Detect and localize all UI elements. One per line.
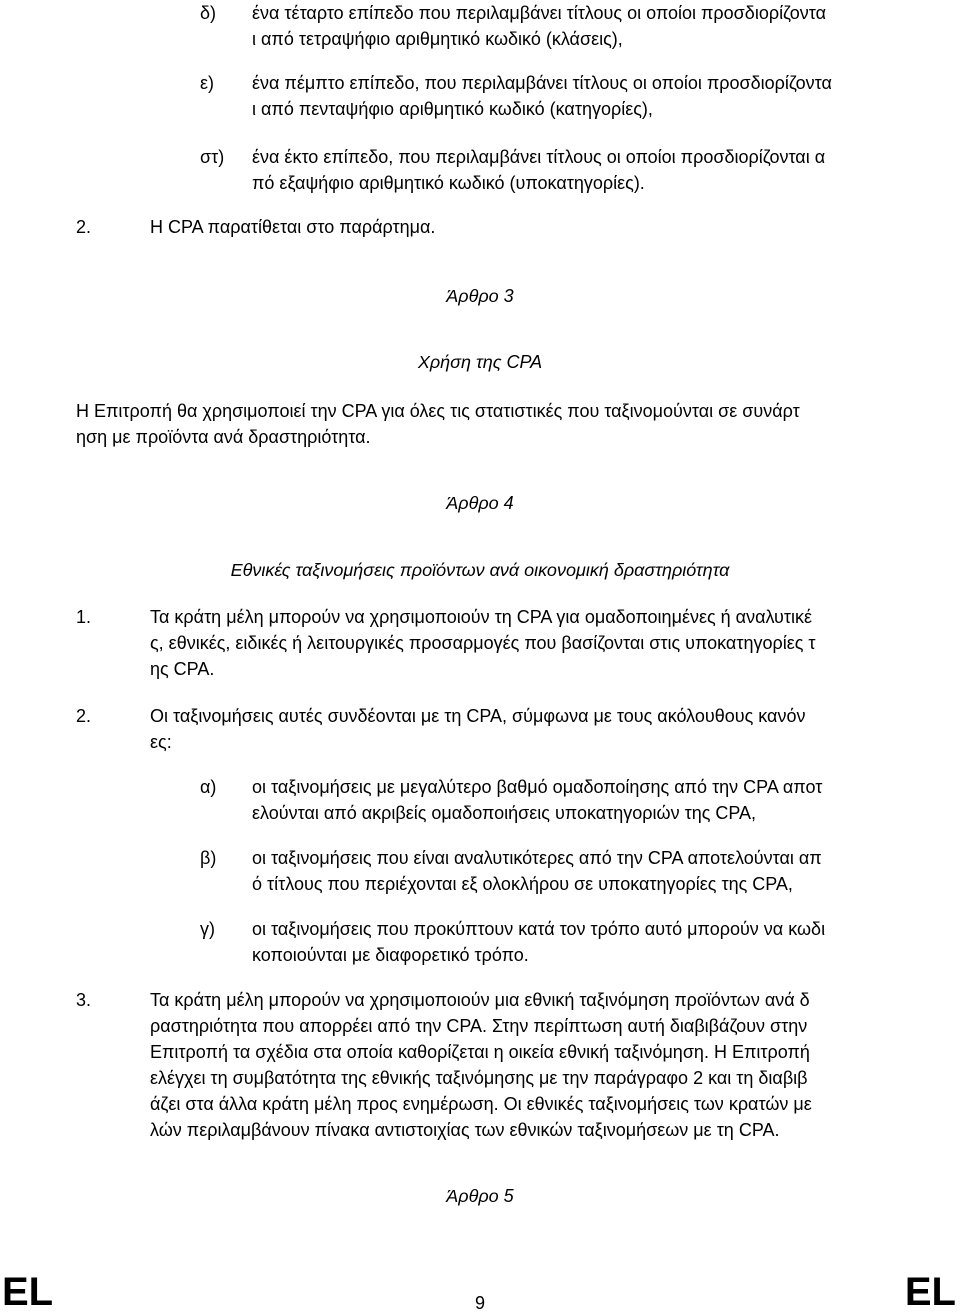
list-label-d: δ) xyxy=(200,3,217,23)
sub-label-a: α) xyxy=(200,777,217,797)
sub-item-c-line-1: οι ταξινομήσεις που προκύπτουν κατά τον τρόπο αυτό μπορούν να κωδι xyxy=(252,919,826,939)
article4-p2-number: 2. xyxy=(76,706,92,726)
article4-p1-line-2: ς, εθνικές, ειδικές ή λειτουργικές προσαρμογές που βασίζονται στις υποκατηγορίες τ xyxy=(150,633,816,653)
sub-item-c-text xyxy=(252,916,825,968)
list-label-e: ε) xyxy=(200,73,215,93)
article3-heading: Άρθρο 3 xyxy=(446,286,514,306)
para2-text: Η CPA παρατίθεται στο παράρτημα. xyxy=(150,217,436,237)
article4-p2-text xyxy=(150,703,805,755)
article3-paragraph xyxy=(76,398,800,450)
article4-heading: Άρθρο 4 xyxy=(446,493,514,513)
article4-p1-number: 1. xyxy=(76,607,92,627)
list-item-st-text xyxy=(252,144,825,196)
list-item-st-line-1: ένα έκτο επίπεδο, που περιλαμβάνει τίτλους οι οποίοι προσδιορίζονται α xyxy=(252,147,826,167)
sub-item-b-line-1: οι ταξινομήσεις που είναι αναλυτικότερες από την CPA αποτελούνται απ xyxy=(252,848,822,868)
sub-item-c-line-2: κοποιούνται με διαφορετικό τρόπο. xyxy=(252,945,529,965)
article4-p3-line-3: Επιτροπή τα σχέδια στα οποία καθορίζεται η οικεία εθνική ταξινόμηση. Η Επιτροπή xyxy=(150,1042,810,1062)
list-item-d-text xyxy=(252,0,826,52)
article4-p3-line-5: άζει στα άλλα κράτη μέλη προς ενημέρωση. Οι εθνικές ταξινομήσεις των κρατών με xyxy=(150,1094,812,1114)
article3-line-2: ηση με προϊόντα ανά δραστηριότητα. xyxy=(76,427,371,447)
footer-language-right: EL xyxy=(904,1270,956,1314)
sub-item-b-line-2: ό τίτλους που περιέχονται εξ ολοκλήρου σε υποκατηγορίες της CPA, xyxy=(252,874,793,894)
article3-title: Χρήση της CPA xyxy=(417,352,543,372)
list-item-e-text xyxy=(252,70,832,122)
article4-p3-line-2: ραστηριότητα που απορρέει από την CPA. Στην περίπτωση αυτή διαβιβάζουν στην xyxy=(150,1016,808,1036)
list-item-st-line-2: πό εξαψήφιο αριθμητικό κωδικό (υποκατηγορίες). xyxy=(252,173,645,193)
article4-p2-line-1: Οι ταξινομήσεις αυτές συνδέονται με τη CPA, σύμφωνα με τους ακόλουθους κανόν xyxy=(150,706,806,726)
article4-p3-text xyxy=(150,987,812,1143)
article4-p3-line-4: ελέγχει τη συμβατότητα της εθνικής ταξινόμησης με την παράγραφο 2 και τη διαβιβ xyxy=(150,1068,808,1088)
sub-item-a-line-1: οι ταξινομήσεις με μεγαλύτερο βαθμό ομαδοποίησης από την CPA αποτ xyxy=(252,777,823,797)
list-item-e-line-1: ένα πέμπτο επίπεδο, που περιλαμβάνει τίτλους οι οποίοι προσδιορίζοντα xyxy=(252,73,832,93)
sub-label-b: β) xyxy=(200,848,217,868)
article4-p2-line-2: ες: xyxy=(150,732,172,752)
article4-p1-line-1: Τα κράτη μέλη μπορούν να χρησιμοποιούν τη CPA για ομαδοποιημένες ή αναλυτικέ xyxy=(150,607,813,627)
para2-number: 2. xyxy=(76,217,92,237)
article4-p1-text xyxy=(150,604,816,682)
list-item-e-line-2: ι από πενταψήφιο αριθμητικό κωδικό (κατηγορίες), xyxy=(252,99,653,119)
page-number: 9 xyxy=(474,1293,485,1313)
article5-heading: Άρθρο 5 xyxy=(446,1186,514,1206)
list-item-d-line-2: ι από τετραψήφιο αριθμητικό κωδικό (κλάσεις), xyxy=(252,29,623,49)
article3-line-1: Η Επιτροπή θα χρησιμοποιεί την CPA για όλες τις στατιστικές που ταξινομούνται σε συνάρτ xyxy=(76,401,800,421)
article4-title: Εθνικές ταξινομήσεις προϊόντων ανά οικονομική δραστηριότητα xyxy=(230,560,730,580)
list-label-st: στ) xyxy=(200,147,225,167)
article4-p1-line-3: ης CPA. xyxy=(150,659,215,679)
footer-language-left: EL xyxy=(2,1270,54,1314)
sub-item-a-line-2: ελούνται από ακριβείς ομαδοποιήσεις υποκατηγοριών της CPA, xyxy=(252,803,757,823)
article4-p3-line-1: Τα κράτη μέλη μπορούν να χρησιμοποιούν μια εθνική ταξινόμηση προϊόντων ανά δ xyxy=(150,990,810,1010)
sub-label-c: γ) xyxy=(200,919,215,939)
sub-item-b-text xyxy=(252,845,822,897)
sub-item-a-text xyxy=(252,774,822,826)
article4-p3-number: 3. xyxy=(76,990,92,1010)
list-item-d-line-1: ένα τέταρτο επίπεδο που περιλαμβάνει τίτλους οι οποίοι προσδιορίζοντα xyxy=(252,3,827,23)
article4-p3-line-6: λών περιλαμβάνουν πίνακα αντιστοιχίας των εθνικών ταξινομήσεων με τη CPA. xyxy=(150,1120,780,1140)
